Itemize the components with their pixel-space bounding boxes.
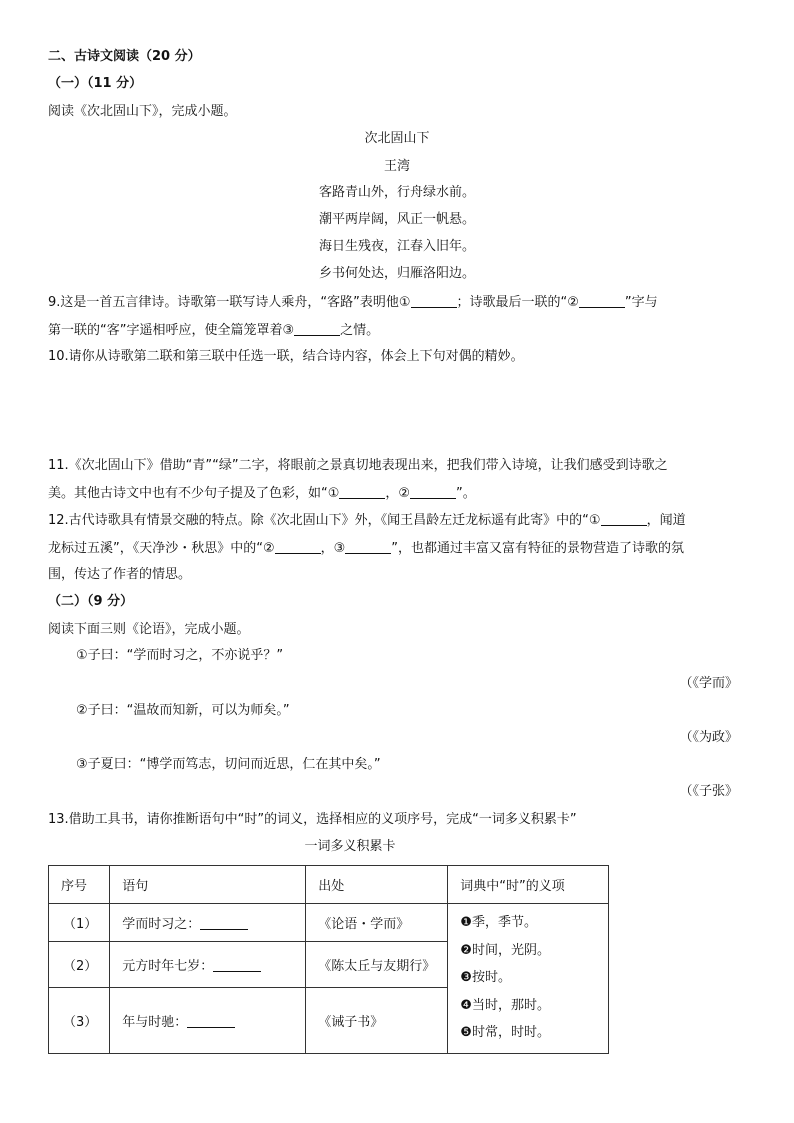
analects-source: （《为政》 <box>679 730 738 745</box>
answer-blank[interactable] <box>579 293 625 308</box>
source-cell: 《陈太丘与友期行》 <box>306 942 448 988</box>
analects-quote: ③子夏曰：“博学而笃志，切问而近思，仁在其中矣。” <box>76 757 381 772</box>
poem-line: 海日生残夜，江春入旧年。 <box>318 239 475 254</box>
part2-instruction: 阅读下面三则《论语》，完成小题。 <box>48 622 250 637</box>
q12-line2 <box>48 539 684 558</box>
answer-blank[interactable] <box>339 484 385 499</box>
column-header: 语句 <box>110 866 306 904</box>
answer-blank[interactable] <box>213 957 261 972</box>
column-header: 序号 <box>49 866 110 904</box>
q9-text: 之情。 <box>340 323 380 338</box>
q10-text: 10.请你从诗歌第二联和第三联中任选一联，结合诗内容，体会上下句对偶的精妙。 <box>48 349 524 364</box>
poem-title: 次北固山下 <box>364 131 430 146</box>
sentence-text: 年与时驰： <box>122 1015 188 1030</box>
analects-source: （《子张》 <box>679 784 738 799</box>
poem-author: 王湾 <box>383 159 410 174</box>
q12-line3: 围，传达了作者的情思。 <box>48 567 192 582</box>
sentence-cell <box>110 988 306 1054</box>
source-cell: 《诫子书》 <box>306 988 448 1054</box>
q12-line1 <box>48 511 686 530</box>
q12-text: ，闻道 <box>646 513 686 528</box>
poem-line: 潮平两岸阔，风正一帆悬。 <box>318 212 475 227</box>
q9-line2 <box>48 321 379 340</box>
sense-item: ❷时间，光阴。 <box>460 942 550 958</box>
q12-text: ，③ <box>320 541 346 556</box>
q12-text: ”，也都通过丰富又富有特征的景物营造了诗歌的氛 <box>391 541 685 556</box>
q9-text: ；诗歌最后一联的“② <box>456 295 579 310</box>
sentence-cell <box>110 904 306 942</box>
q12-text: 龙标过五溪”，《天净沙・秋思》中的“② <box>48 541 275 556</box>
answer-blank[interactable] <box>200 915 248 930</box>
vocabulary-card-table <box>48 865 609 1054</box>
column-header: 出处 <box>306 866 448 904</box>
sense-item: ❺时常，时时。 <box>460 1025 550 1040</box>
analects-quote: ②子曰：“温故而知新，可以为师矣。” <box>76 703 290 718</box>
q9-text: 第一联的“客”字遥相呼应，使全篇笼罩着③ <box>48 323 295 338</box>
q11-text: ”。 <box>456 486 476 501</box>
answer-blank[interactable] <box>294 321 340 336</box>
row-number: （2） <box>49 942 110 988</box>
answer-blank[interactable] <box>601 511 647 526</box>
sense-item: ❸按时。 <box>460 970 511 985</box>
sense-list <box>448 904 609 1054</box>
q11-text: 美。其他古诗文中也有不少句子提及了色彩，如“① <box>48 486 340 501</box>
table-row <box>49 904 609 942</box>
sense-item: ❶季，季节。 <box>460 915 537 930</box>
sentence-text: 学而时习之： <box>122 917 201 932</box>
source-cell: 《论语・学而》 <box>306 904 448 942</box>
q9-text: 9.这是一首五言律诗。诗歌第一联写诗人乘舟，“客路”表明他① <box>48 295 411 310</box>
answer-blank[interactable] <box>275 539 321 554</box>
poem-line: 客路青山外，行舟绿水前。 <box>318 185 475 200</box>
analects-source: （《学而》 <box>679 676 738 691</box>
table-header-row <box>49 866 609 904</box>
sentence-cell <box>110 942 306 988</box>
part1-label: （一）（11 分） <box>48 76 143 91</box>
section-title: 二、古诗文阅读（20 分） <box>48 49 201 64</box>
sense-item: ❹当时，那时。 <box>460 997 550 1013</box>
answer-blank[interactable] <box>345 539 391 554</box>
part1-instruction: 阅读《次北固山下》，完成小题。 <box>48 104 237 119</box>
column-header: 词典中“时”的义项 <box>448 866 609 904</box>
row-number: （1） <box>49 904 110 942</box>
card-title: 一词多义积累卡 <box>304 839 396 854</box>
part2-label: （二）（9 分） <box>48 594 134 609</box>
answer-blank[interactable] <box>187 1013 235 1028</box>
answer-blank[interactable] <box>410 484 456 499</box>
row-number: （3） <box>49 988 110 1054</box>
q9-text: ”字与 <box>624 295 658 310</box>
q9-line1 <box>48 293 658 312</box>
answer-blank[interactable] <box>411 293 457 308</box>
q11-line1: 11.《次北固山下》借助“青”“绿”二字，将眼前之景真切地表现出来，把我们带入诗境，让我们感受到诗歌之 <box>48 458 668 473</box>
poem-line: 乡书何处达，归雁洛阳边。 <box>318 266 475 281</box>
q13-text: 13.借助工具书，请你推断语句中“时”的词义，选择相应的义项序号，完成“一词多义积累卡” <box>48 812 577 827</box>
analects-quote: ①子曰：“学而时习之，不亦说乎？” <box>76 648 284 663</box>
q11-text: ，② <box>385 486 411 501</box>
sentence-text: 元方时年七岁： <box>122 959 214 974</box>
q11-line2 <box>48 484 476 503</box>
q12-text: 12.古代诗歌具有情景交融的特点。除《次北固山下》外，《闻王昌龄左迁龙标遥有此寄》中的“① <box>48 513 601 528</box>
